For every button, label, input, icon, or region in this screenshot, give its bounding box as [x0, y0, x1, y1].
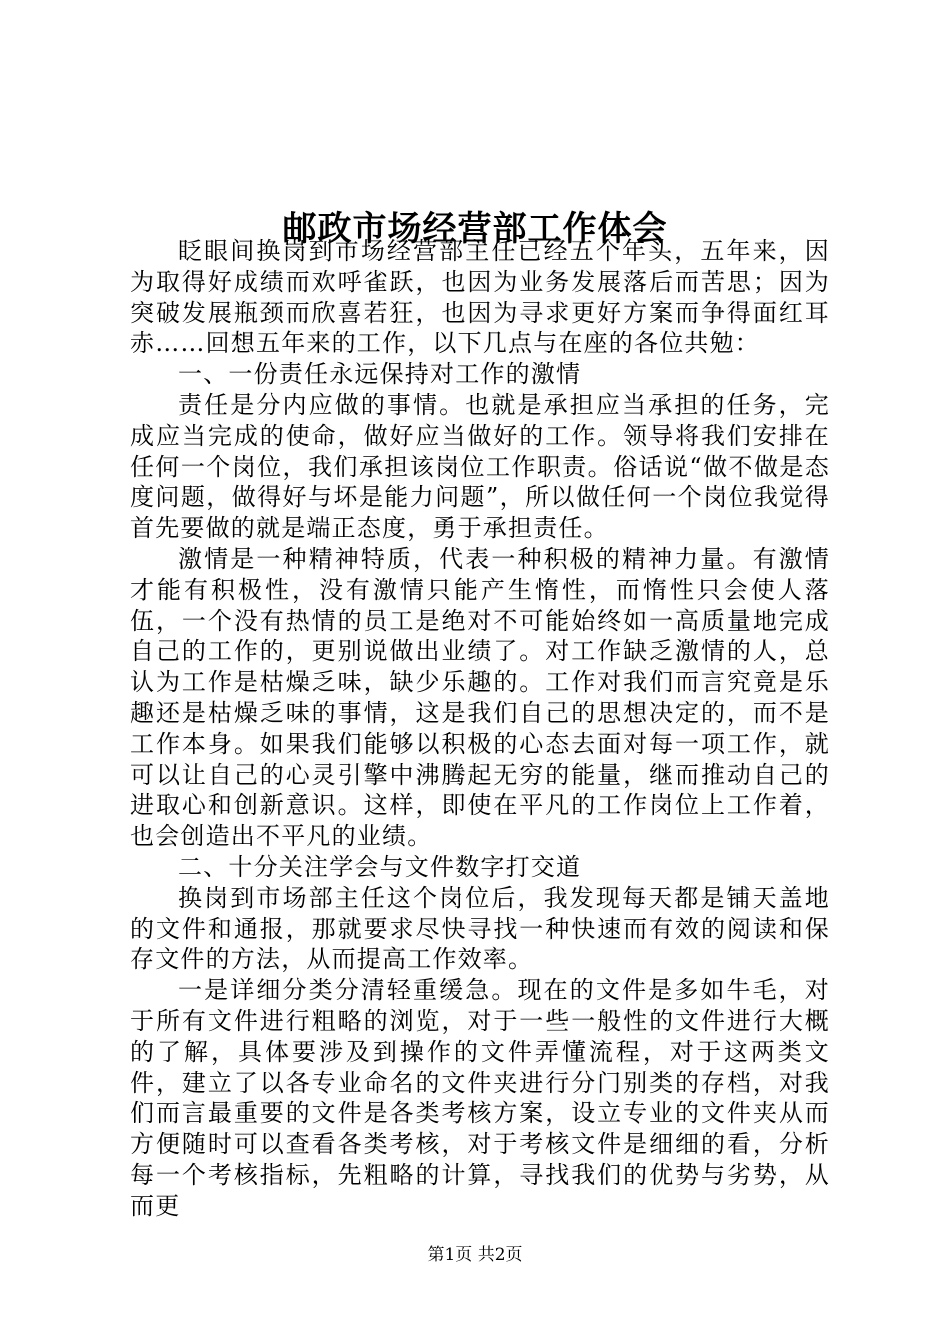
page-footer: 第1页 共2页: [427, 1245, 523, 1265]
paragraph: 激情是一种精神特质，代表一种积极的精神力量。有激情才能有积极性，没有激情只能产生惰性，而惰性只会使人落伍，一个没有热情的员工是绝对不可能始终如一高质量地完成自己的工作的，更别说做出业绩了。对工作缺乏激情的人，总认为工作是枯燥乏味，缺少乐趣的。工作对我们而言究竟是乐趣还是枯燥乏味的事情，这是我们自己的思想决定的，而不是工作本身。如果我们能够以积极的心态去面对每一项工作，就可以让自己的心灵引擎中沸腾起无穷的能量，继而推动自己的进取心和创新意识。这样，即使在平凡的工作岗位上工作着，也会创造出不平凡的业绩。: [130, 544, 830, 851]
section-heading: 一、一份责任永远保持对工作的激情: [178, 360, 582, 389]
paragraph: 换岗到市场部主任这个岗位后，我发现每天都是铺天盖地的文件和通报，那就要求尽快寻找一种快速而有效的阅读和保存文件的方法，从而提高工作效率。: [130, 883, 830, 974]
paragraph: 眨眼间换岗到市场经营部主任已经五个年头，五年来，因为取得好成绩而欢呼雀跃，也因为业务发展落后而苦思；因为突破发展瓶颈而欣喜若狂，也因为寻求更好方案而争得面红耳赤……回想五年来的工作，以下几点与在座的各位共勉：: [130, 237, 830, 358]
section-heading: 二、十分关注学会与文件数字打交道: [178, 852, 582, 881]
paragraph: 一是详细分类分清轻重缓急。现在的文件是多如牛毛，对于所有文件进行粗略的浏览，对于一些一般性的文件进行大概的了解，具体要涉及到操作的文件弄懂流程，对于这两类文件，建立了以各专业命名的文件夹进行分门别类的存档，对我们而言最重要的文件是各类考核方案，设立专业的文件夹从而方便随时可以查看各类考核，对于考核文件是细细的看，分析每一个考核指标，先粗略的计算，寻找我们的优势与劣势，从而更: [130, 976, 830, 1220]
document-body: [130, 236, 830, 1222]
document-title: 邮政市场经营部工作体会: [282, 208, 668, 249]
paragraph: 责任是分内应做的事情。也就是承担应当承担的任务，完成应当完成的使命，做好应当做好的工作。领导将我们安排在任何一个岗位，我们承担该岗位工作职责。俗话说“做不做是态度问题，做得好与坏是能力问题”，所以做任何一个岗位我觉得首先要做的就是端正态度，勇于承担责任。: [130, 390, 830, 543]
